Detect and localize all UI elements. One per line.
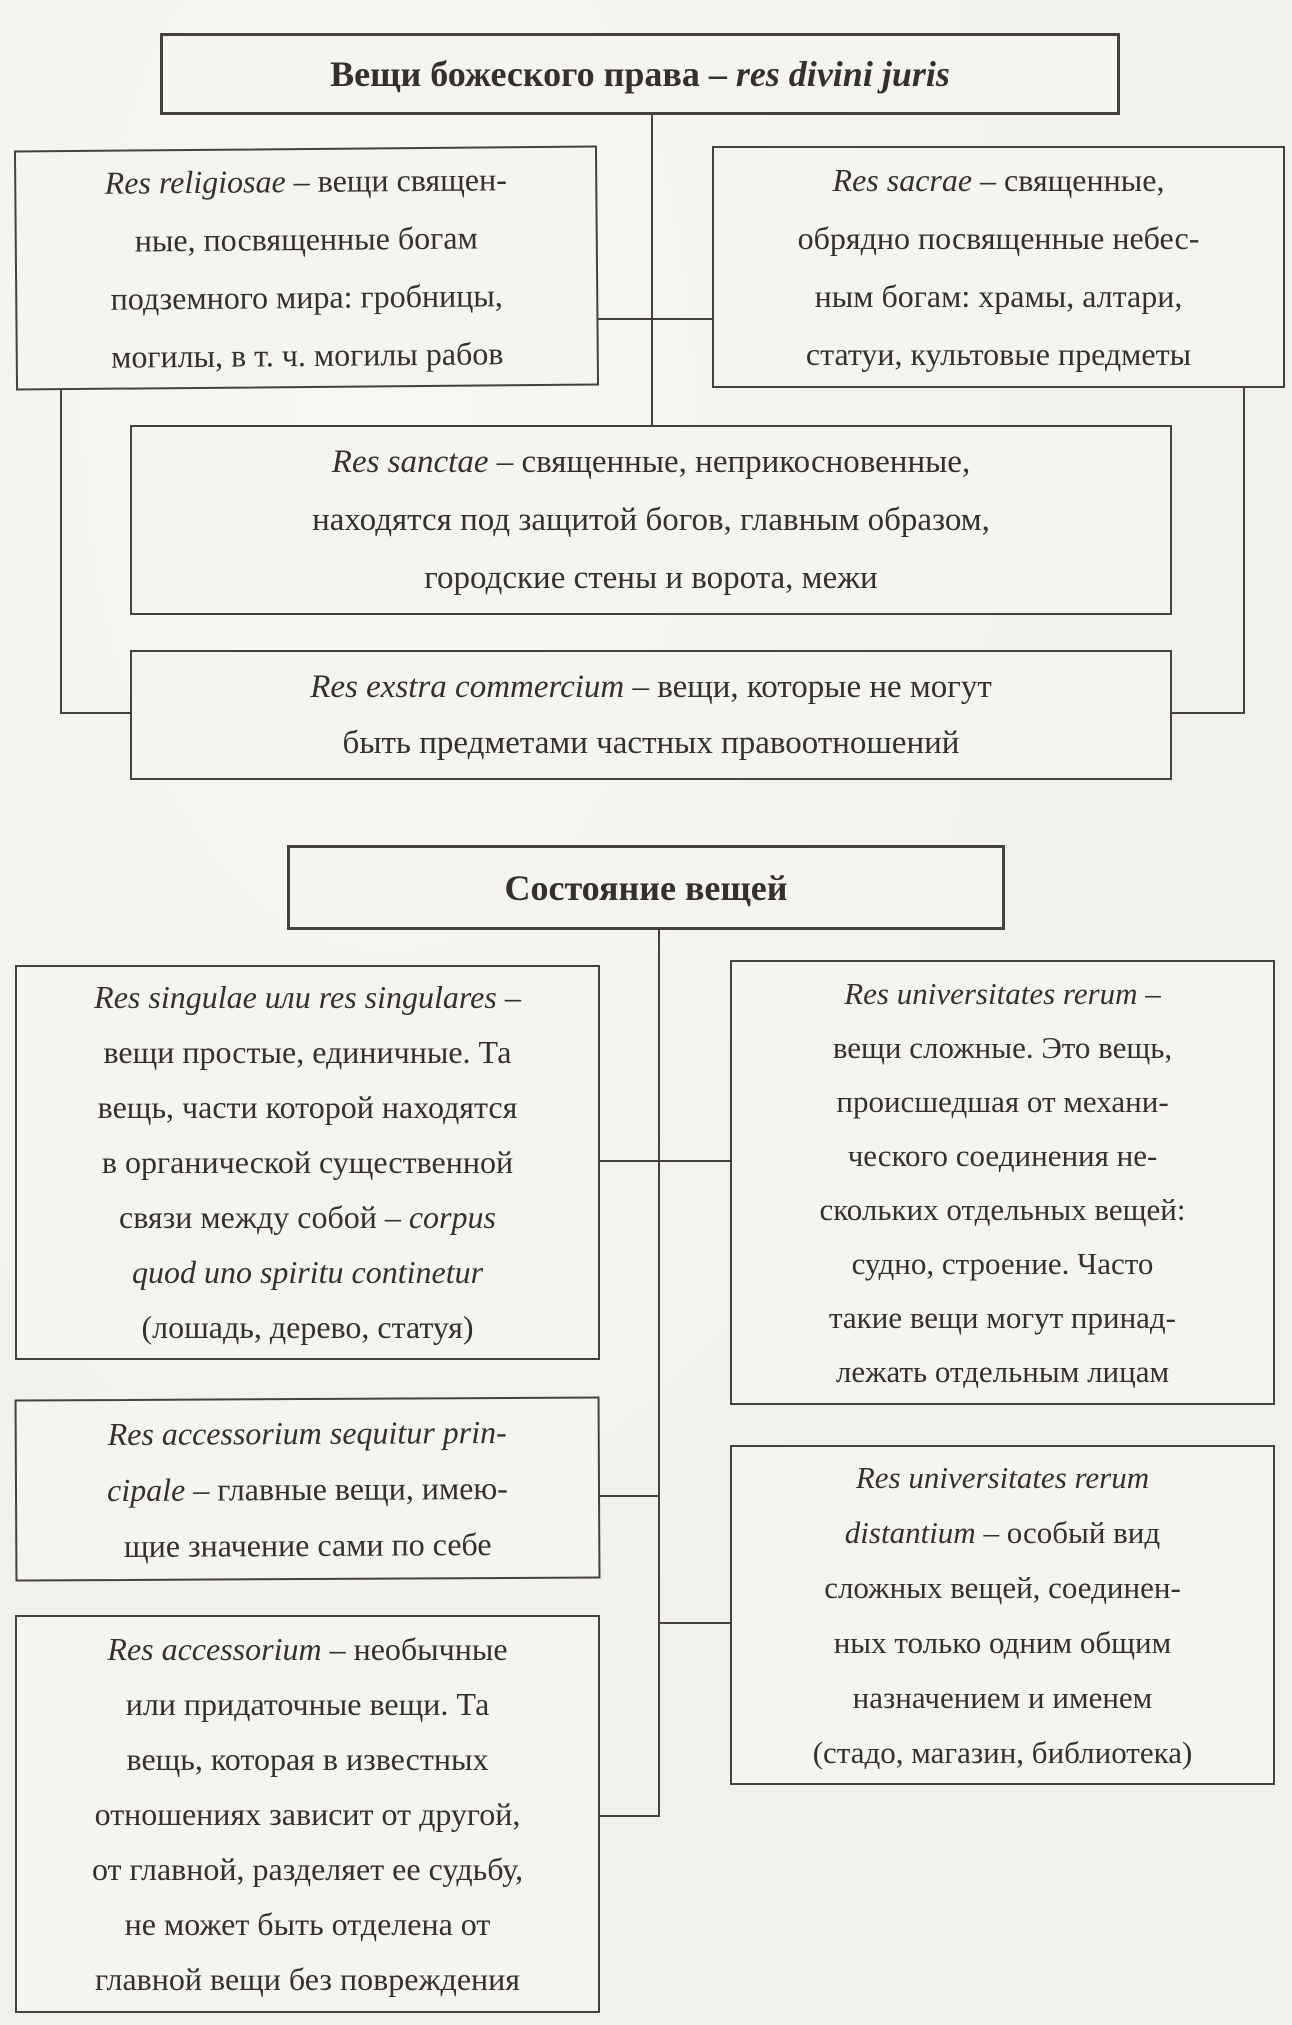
- connector-line: [1170, 712, 1245, 714]
- title-text: Вещи божеского права – res divini juris: [330, 54, 950, 94]
- connector-line: [600, 1160, 730, 1162]
- title-res-divini-juris: [160, 33, 1120, 115]
- connector-line: [60, 388, 62, 714]
- box-res-singulae: [15, 965, 600, 1360]
- box-res-exstra-commercium: [130, 650, 1172, 780]
- connector-line: [658, 1622, 730, 1624]
- box-text: Res religiosae – вещи священ- ные, посвященные богам подземного мира: гробницы, могилы, в т. ч. могилы рабов: [104, 161, 507, 375]
- box-text: Res sacrae – священные, обрядно посвященные небес- ным богам: храмы, алтари, статуи, культовые предметы: [797, 162, 1200, 372]
- box-text: Res universitates rerum distantium – особый вид сложных вещей, соединен- ных только одним общим назначением и именем (стадо, магазин, библиотека): [812, 1460, 1193, 1770]
- box-text: Res accessorium sequitur prin- cipale – главные вещи, имею- щие значение сами по себе: [106, 1413, 508, 1564]
- box-res-religiosae: [14, 145, 599, 390]
- connector-line: [60, 712, 132, 714]
- box-res-universitates-rerum-distantium: [730, 1445, 1275, 1785]
- title-sostoyanie-veshchey: [287, 845, 1005, 930]
- connector-line: [598, 318, 712, 320]
- title-text: Состояние вещей: [504, 867, 788, 908]
- box-text: Res accessorium – необычные или придаточные вещи. Та вещь, которая в известных отношениях зависит от другой, от главной, разделяет ее судьбу, не может быть отделена от главной вещи без повреждения: [91, 1630, 524, 1997]
- box-res-sanctae: [130, 425, 1172, 615]
- connector-line: [600, 1815, 660, 1817]
- box-res-accessorium-sequitur-principale: [15, 1396, 601, 1581]
- box-text: Res exstra commercium – вещи, которые не могут быть предметами частных правоотношений: [310, 669, 992, 761]
- box-res-sacrae: [712, 146, 1285, 388]
- box-res-universitates-rerum: [730, 960, 1275, 1405]
- box-text: Res universitates rerum – вещи сложные. Это вещь, происшедшая от механи- ческого соединения не- скольких отдельных вещей: судно, строение. Часто такие вещи могут принад- лежать отдельным лицам: [819, 975, 1186, 1389]
- connector-line: [658, 930, 660, 1817]
- box-text: Res singulae или res singulares – вещи простые, единичные. Та вещь, части которой находятся в органической существенной связи между собой – corpus quod uno spiritu continetur (лошадь, дерево, статуя): [94, 979, 521, 1345]
- connector-line: [651, 115, 653, 425]
- connector-line: [600, 1495, 660, 1497]
- connector-line: [1243, 388, 1245, 714]
- box-res-accessorium: [15, 1615, 600, 2013]
- box-text: Res sanctae – священные, неприкосновенные, находятся под защитой богов, главным образом, городские стены и ворота, межи: [312, 444, 990, 596]
